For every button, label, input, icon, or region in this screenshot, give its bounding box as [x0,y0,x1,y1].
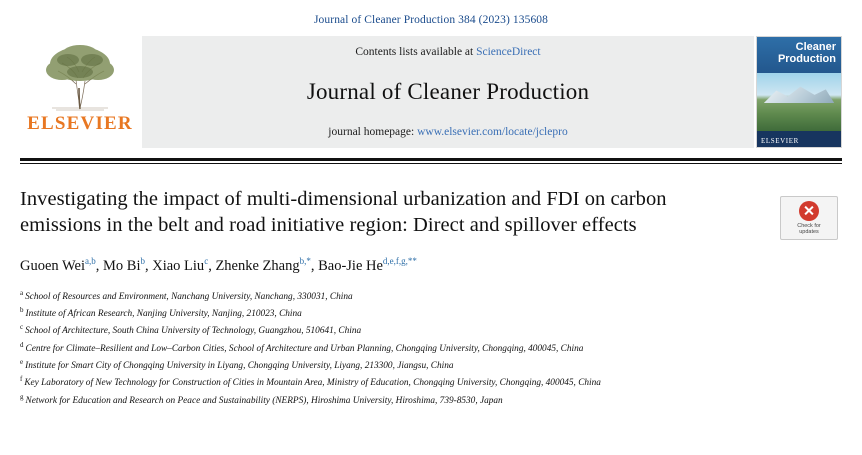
affiliation-mark: c [20,323,24,332]
journal-band [142,36,754,148]
author-affiliation-marks: a,b [85,256,96,266]
affiliation-text: Network for Education and Research on Peace and Sustainability (NERPS), Hiroshima University, Hiroshima, 739-8530, Japan [25,395,503,406]
cover-publisher-label: ELSEVIER [761,137,799,145]
contents-available-line [355,46,540,58]
crossmark-icon [799,201,819,221]
author-name: Guoen Wei [20,257,86,274]
author-list [20,256,752,275]
journal-cover-thumbnail [756,36,842,148]
author-item[interactable] [20,258,96,274]
affiliation-item [20,391,752,408]
cover-title [778,41,836,65]
author-separator: , [208,257,216,274]
cover-title-line1: Cleaner [795,41,836,53]
journal-title: Journal of Cleaner Production [306,79,590,104]
author-name: Zhenke Zhang [215,257,300,274]
elsevier-wordmark: ELSEVIER [27,113,133,134]
author-separator: , [95,257,104,274]
affiliation-item [20,339,752,356]
affiliation-item [20,304,752,321]
affiliation-text: School of Architecture, South China University of Technology, Guangzhou, 510641, China [25,326,362,337]
affiliation-text: Key Laboratory of New Technology for Construction of Cities in Mountain Area, Ministry of Education, Chongqing University, Chongqing, 400045, China [24,378,601,389]
author-name: Mo Bi [103,257,141,274]
affiliation-text: Institute for Smart City of Chongqing University in Liyang, Chongqing University, Liyang, 213300, Jiangsu, China [25,361,454,372]
affiliation-mark: b [20,306,24,315]
crossmark-line1: Check for [797,222,821,229]
author-separator: , [310,257,319,274]
author-affiliation-marks: d,e,f,g,** [382,256,417,266]
author-affiliation-marks: b,* [299,256,311,266]
affiliation-item [20,287,752,304]
affiliation-mark: a [20,288,24,297]
masthead-rule-thin [20,163,842,164]
homepage-prefix: journal homepage: [328,126,418,138]
cover-photo [757,73,841,131]
masthead-rule-thick [20,158,842,161]
affiliation-mark: f [20,375,23,384]
elsevier-logo-block [20,36,140,148]
author-item[interactable] [215,258,310,274]
sciencedirect-link[interactable]: ScienceDirect [476,46,541,58]
author-item[interactable] [318,258,417,274]
affiliation-mark: g [20,392,24,401]
affiliation-item [20,321,752,338]
journal-homepage-line [328,126,567,138]
author-name: Xiao Liu [152,257,205,274]
affiliation-item [20,373,752,390]
article-title: Investigating the impact of multi-dimensional urbanization and FDI on carbon emissions in the belt and road initiative region: Direct and spillover effects [20,188,667,236]
author-affiliation-marks: c [204,256,209,266]
crossmark-badge[interactable] [780,196,838,240]
author-item[interactable] [152,258,208,274]
elsevier-tree-icon [34,38,126,112]
affiliation-text: School of Resources and Environment, Nanchang University, Nanchang, 330031, China [25,291,353,302]
author-separator: , [144,257,153,274]
author-affiliation-marks: b [140,256,145,266]
affiliation-item [20,356,752,373]
crossmark-line2: updates [799,229,819,235]
contents-prefix: Contents lists available at [355,46,477,58]
affiliation-mark: e [20,358,24,367]
affiliation-list [20,287,752,408]
affiliation-text: Centre for Climate–Resilient and Low–Carbon Cities, School of Architecture and Urban Planning, Chongqing University, Chongqing, 400045, China [25,343,584,354]
running-head: Journal of Cleaner Production 384 (2023) 135608 [313,14,549,26]
journal-homepage-link[interactable]: www.elsevier.com/locate/jclepro [417,126,568,138]
affiliation-mark: d [20,340,24,349]
journal-masthead [20,36,842,148]
author-name: Bao-Jie He [318,257,383,274]
author-item[interactable] [103,258,145,274]
cover-title-line2: Production [777,53,836,65]
affiliation-text: Institute of African Research, Nanjing University, Nanjing, 210023, China [25,309,302,320]
article-header [20,186,842,408]
